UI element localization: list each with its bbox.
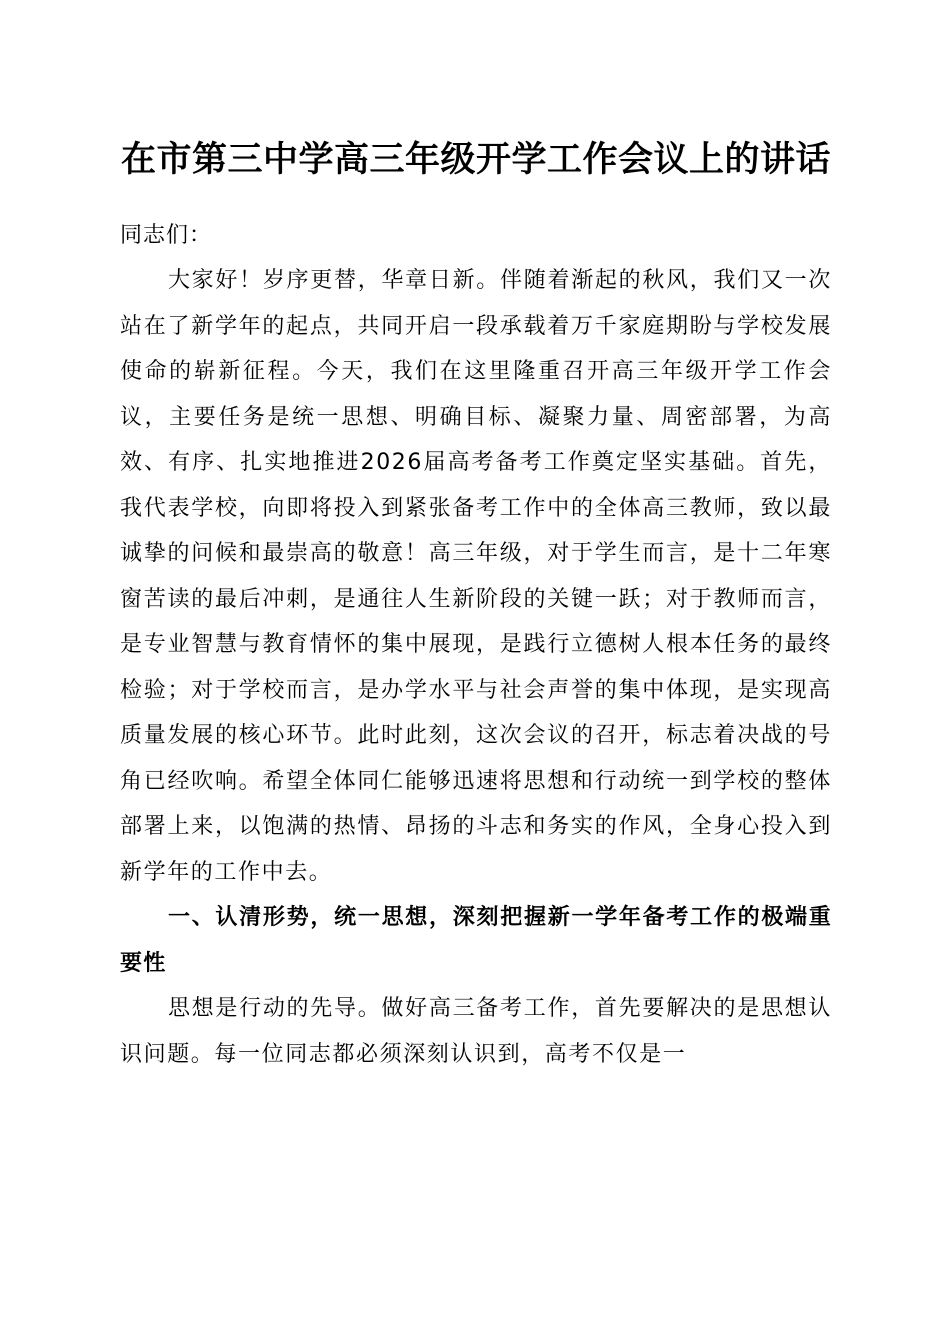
salutation: 同志们： bbox=[120, 223, 213, 248]
document-title: 在市第三中学高三年级开学工作会议上的讲话 bbox=[120, 139, 831, 180]
opening-paragraph: 大家好！岁序更替，华章日新。伴随着渐起的秋风，我们又一次站在了新学年的起点，共同开启一段承载着万千家庭期盼与学校发展使命的崭新征程。今天，我们在这里隆重召开高三年级开学工作会议，主要任务是统一思想、明确目标、凝聚力量、周密部署，为高效、有序、扎实地推进2026届高考备考工作奠定坚实基础。首先，我代表学校，向即将投入到紧张备考工作中的全体高三教师，致以最诚挚的问候和最崇高的敬意！高三年级，对于学生而言，是十二年寒窗苦读的最后冲刺，是通往人生新阶段的关键一跃；对于教师而言，是专业智慧与教育情怀的集中展现，是践行立德树人根本任务的最终检验；对于学校而言，是办学水平与社会声誉的集中体现，是实现高质量发展的核心环节。此时此刻，这次会议的召开，标志着决战的号角已经吹响。希望全体同仁能够迅速将思想和行动统一到学校的整体部署上来，以饱满的热情、昂扬的斗志和务实的作风，全身心投入到新学年的工作中去。 bbox=[120, 268, 832, 885]
section-heading: 一、认清形势，统一思想，深刻把握新一学年备考工作的极端重要性 bbox=[120, 905, 832, 976]
section-paragraph: 思想是行动的先导。做好高三备考工作，首先要解决的是思想认识问题。每一位同志都必须深刻认识到，高考不仅是一 bbox=[120, 996, 832, 1067]
document-page bbox=[120, 128, 832, 1077]
